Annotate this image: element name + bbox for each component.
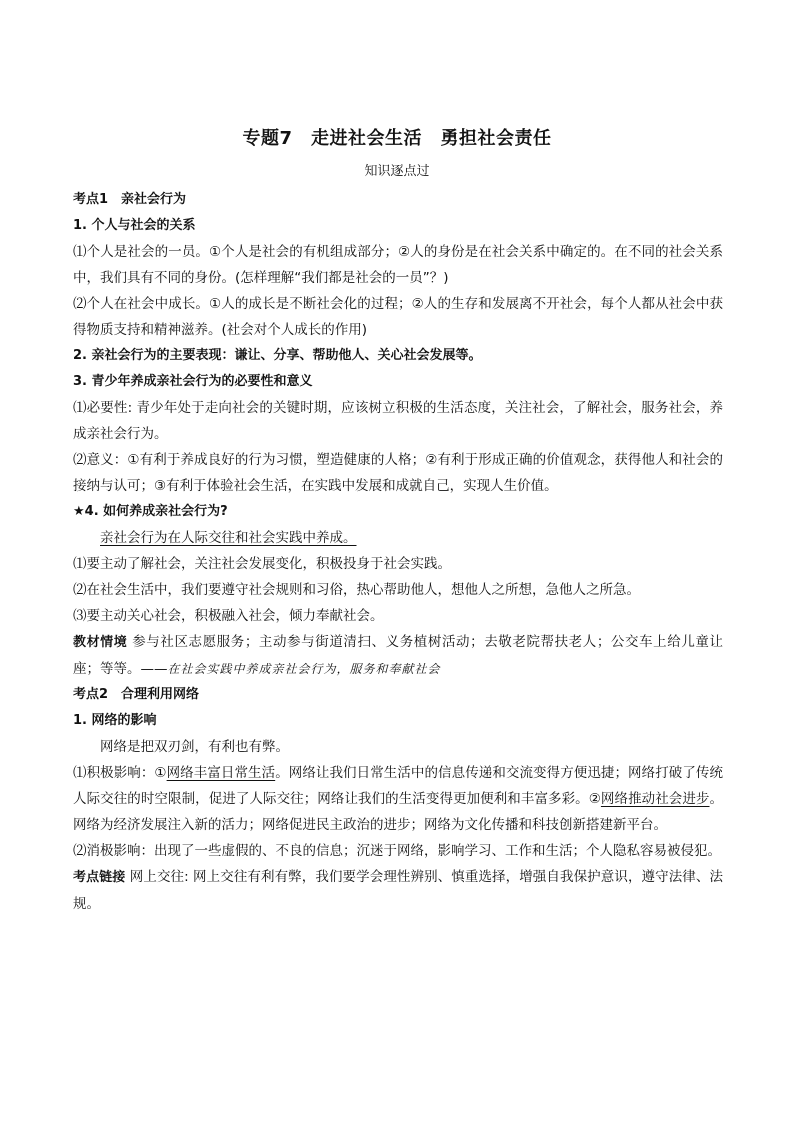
underlined-text: 网络推动社会进步 xyxy=(600,791,710,807)
paragraph: ⑴要主动了解社会，关注社会发展变化，积极投身于社会实践。 xyxy=(73,556,451,572)
section-heading-2: 2. 亲社会行为的主要表现：谦让、分享、帮助他人、关心社会发展等。 xyxy=(73,348,482,363)
section-heading-5: 1. 网络的影响 xyxy=(73,713,157,728)
handwritten-note: 在社会实践中养成亲社会行为，服务和奉献社会 xyxy=(167,662,441,676)
page-title: 专题7 走进社会生活 勇担社会责任 xyxy=(242,128,552,149)
text-run: 。网络为经济发展注入新的活力；网络促进民主政治的进步；网络为文化传播和科技创新搭建新平台。 xyxy=(73,791,723,833)
topic-link-label: 考点链接 xyxy=(73,870,126,885)
paragraph: ⑴个人是社会的一员。①个人是社会的有机组成部分；②人的身份是在社会关系中确定的。在不同的社会关系中，我们具有不同的身份。(怎样理解“我们都是社会的一员”？) xyxy=(73,244,723,286)
underlined-text: 亲社会行为在人际交往和社会实践中养成。 xyxy=(100,530,357,546)
topic-link xyxy=(73,864,723,917)
section-heading-1: 1. 个人与社会的关系 xyxy=(73,218,196,233)
paragraph: ⑵个人在社会中成长。①人的成长是不断社会化的过程；②人的生存和发展离不开社会，每个人都从社会中获得物质支持和精神滋养。(社会对个人成长的作用) xyxy=(73,296,723,338)
paragraph: ⑵意义：①有利于养成良好的行为习惯，塑造健康的人格；②有利于形成正确的价值观念，获得他人和社会的接纳与认可；③有利于体验社会生活，在实践中发展和成就自己，实现人生价值。 xyxy=(73,452,723,494)
paragraph: 网络是把双刃剑，有利也有弊。 xyxy=(100,739,289,755)
underlined-text: 网络丰富日常生活 xyxy=(166,765,276,781)
scenario-text: 参与社区志愿服务；主动参与街道清扫、义务植树活动；去敬老院帮扶老人；公交车上给儿童让座；等等。—— xyxy=(73,634,723,677)
text-run: ⑴积极影响：① xyxy=(73,765,167,781)
paragraph: ⑶要主动关心社会，积极融入社会，倾力奉献社会。 xyxy=(73,608,384,624)
page-subtitle: 知识逐点过 xyxy=(364,164,430,179)
topic-heading-1: 考点1 亲社会行为 xyxy=(73,192,187,207)
paragraph xyxy=(73,525,723,551)
section-heading-3: 3. 青少年养成亲社会行为的必要性和意义 xyxy=(73,374,313,389)
section-heading-4: ★4. 如何养成亲社会行为? xyxy=(73,504,228,519)
document-body xyxy=(73,187,723,917)
textbook-scenario xyxy=(73,629,723,682)
topic-heading-2: 考点2 合理利用网络 xyxy=(73,687,200,702)
topic-link-text: 网上交往: 网上交往有利有弊，我们要学会理性辨别、慎重选择，增强自我保护意识，遵守法律、法规。 xyxy=(73,869,723,912)
paragraph: ⑴必要性: 青少年处于走向社会的关键时期，应该树立积极的生活态度，关注社会，了解社会，服务社会，养成亲社会行为。 xyxy=(73,400,723,442)
paragraph: ⑵消极影响：出现了一些虚假的、不良的信息；沉迷于网络，影响学习、工作和生活；个人隐私容易被侵犯。 xyxy=(73,843,721,859)
paragraph: ⑵在社会生活中，我们要遵守社会规则和习俗，热心帮助他人，想他人之所想，急他人之所急。 xyxy=(73,582,640,598)
scenario-label: 教材情境 xyxy=(73,635,128,650)
text-run: 。网络让我们日常生活中的信息传递和交流变得方便迅捷；网络打破了传统人际交往的时空限制，促进了人际交往；网络让我们的生活变得更加便利和丰富多彩。② xyxy=(73,765,723,807)
paragraph xyxy=(73,760,723,838)
